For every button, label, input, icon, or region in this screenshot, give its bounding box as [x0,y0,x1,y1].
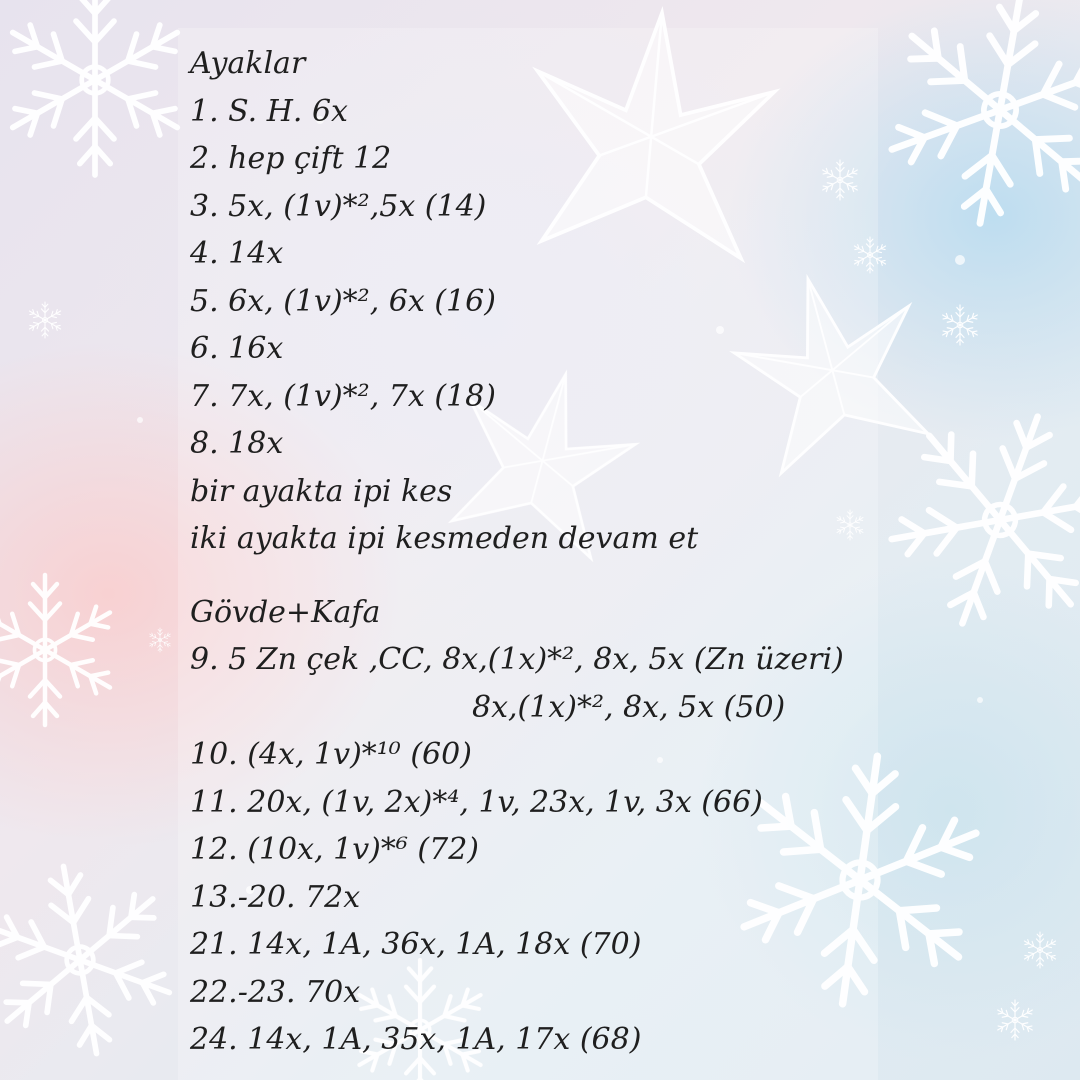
row-5: 5. 6x, (1v)*², 6x (16) [190,283,496,319]
row-9-continued: 8x,(1x)*², 8x, 5x (50) [472,689,786,725]
section-title-body: Gövde+Kafa [190,594,381,630]
row-6: 6. 16x [190,331,284,366]
row-2: 2. hep çift 12 [190,141,392,176]
row-22-23: 22.-23. 70x [190,974,361,1010]
row-11: 11. 20x, (1v, 2x)*⁴, 1v, 23x, 1v, 3x (66) [190,784,763,820]
row-13-20: 13.-20. 72x [190,879,361,915]
pattern-text [190,40,910,1064]
row-1: 1. S. H. 6x [190,93,348,129]
note-cut-yarn: bir ayakta ipi kes [190,473,453,509]
section-title-legs: Ayaklar [190,46,306,81]
row-21: 21. 14x, 1A, 36x, 1A, 18x (70) [190,927,642,962]
row-10: 10. (4x, 1v)*¹⁰ (60) [190,737,472,772]
row-7: 7. 7x, (1v)*², 7x (18) [190,378,496,414]
row-24: 24. 14x, 1A, 35x, 1A, 17x (68) [190,1022,642,1057]
row-9: 9. 5 Zn çek ,CC, 8x,(1x)*², 8x, 5x (Zn üzeri) [190,642,844,677]
row-8: 8. 18x [190,426,284,461]
row-3: 3. 5x, (1v)*²,5x (14) [190,188,487,224]
row-4: 4. 14x [190,236,284,271]
row-12: 12. (10x, 1v)*⁶ (72) [190,832,479,867]
note-continue: iki ayakta ipi kesmeden devam et [190,521,699,556]
section-spacer [190,563,910,589]
